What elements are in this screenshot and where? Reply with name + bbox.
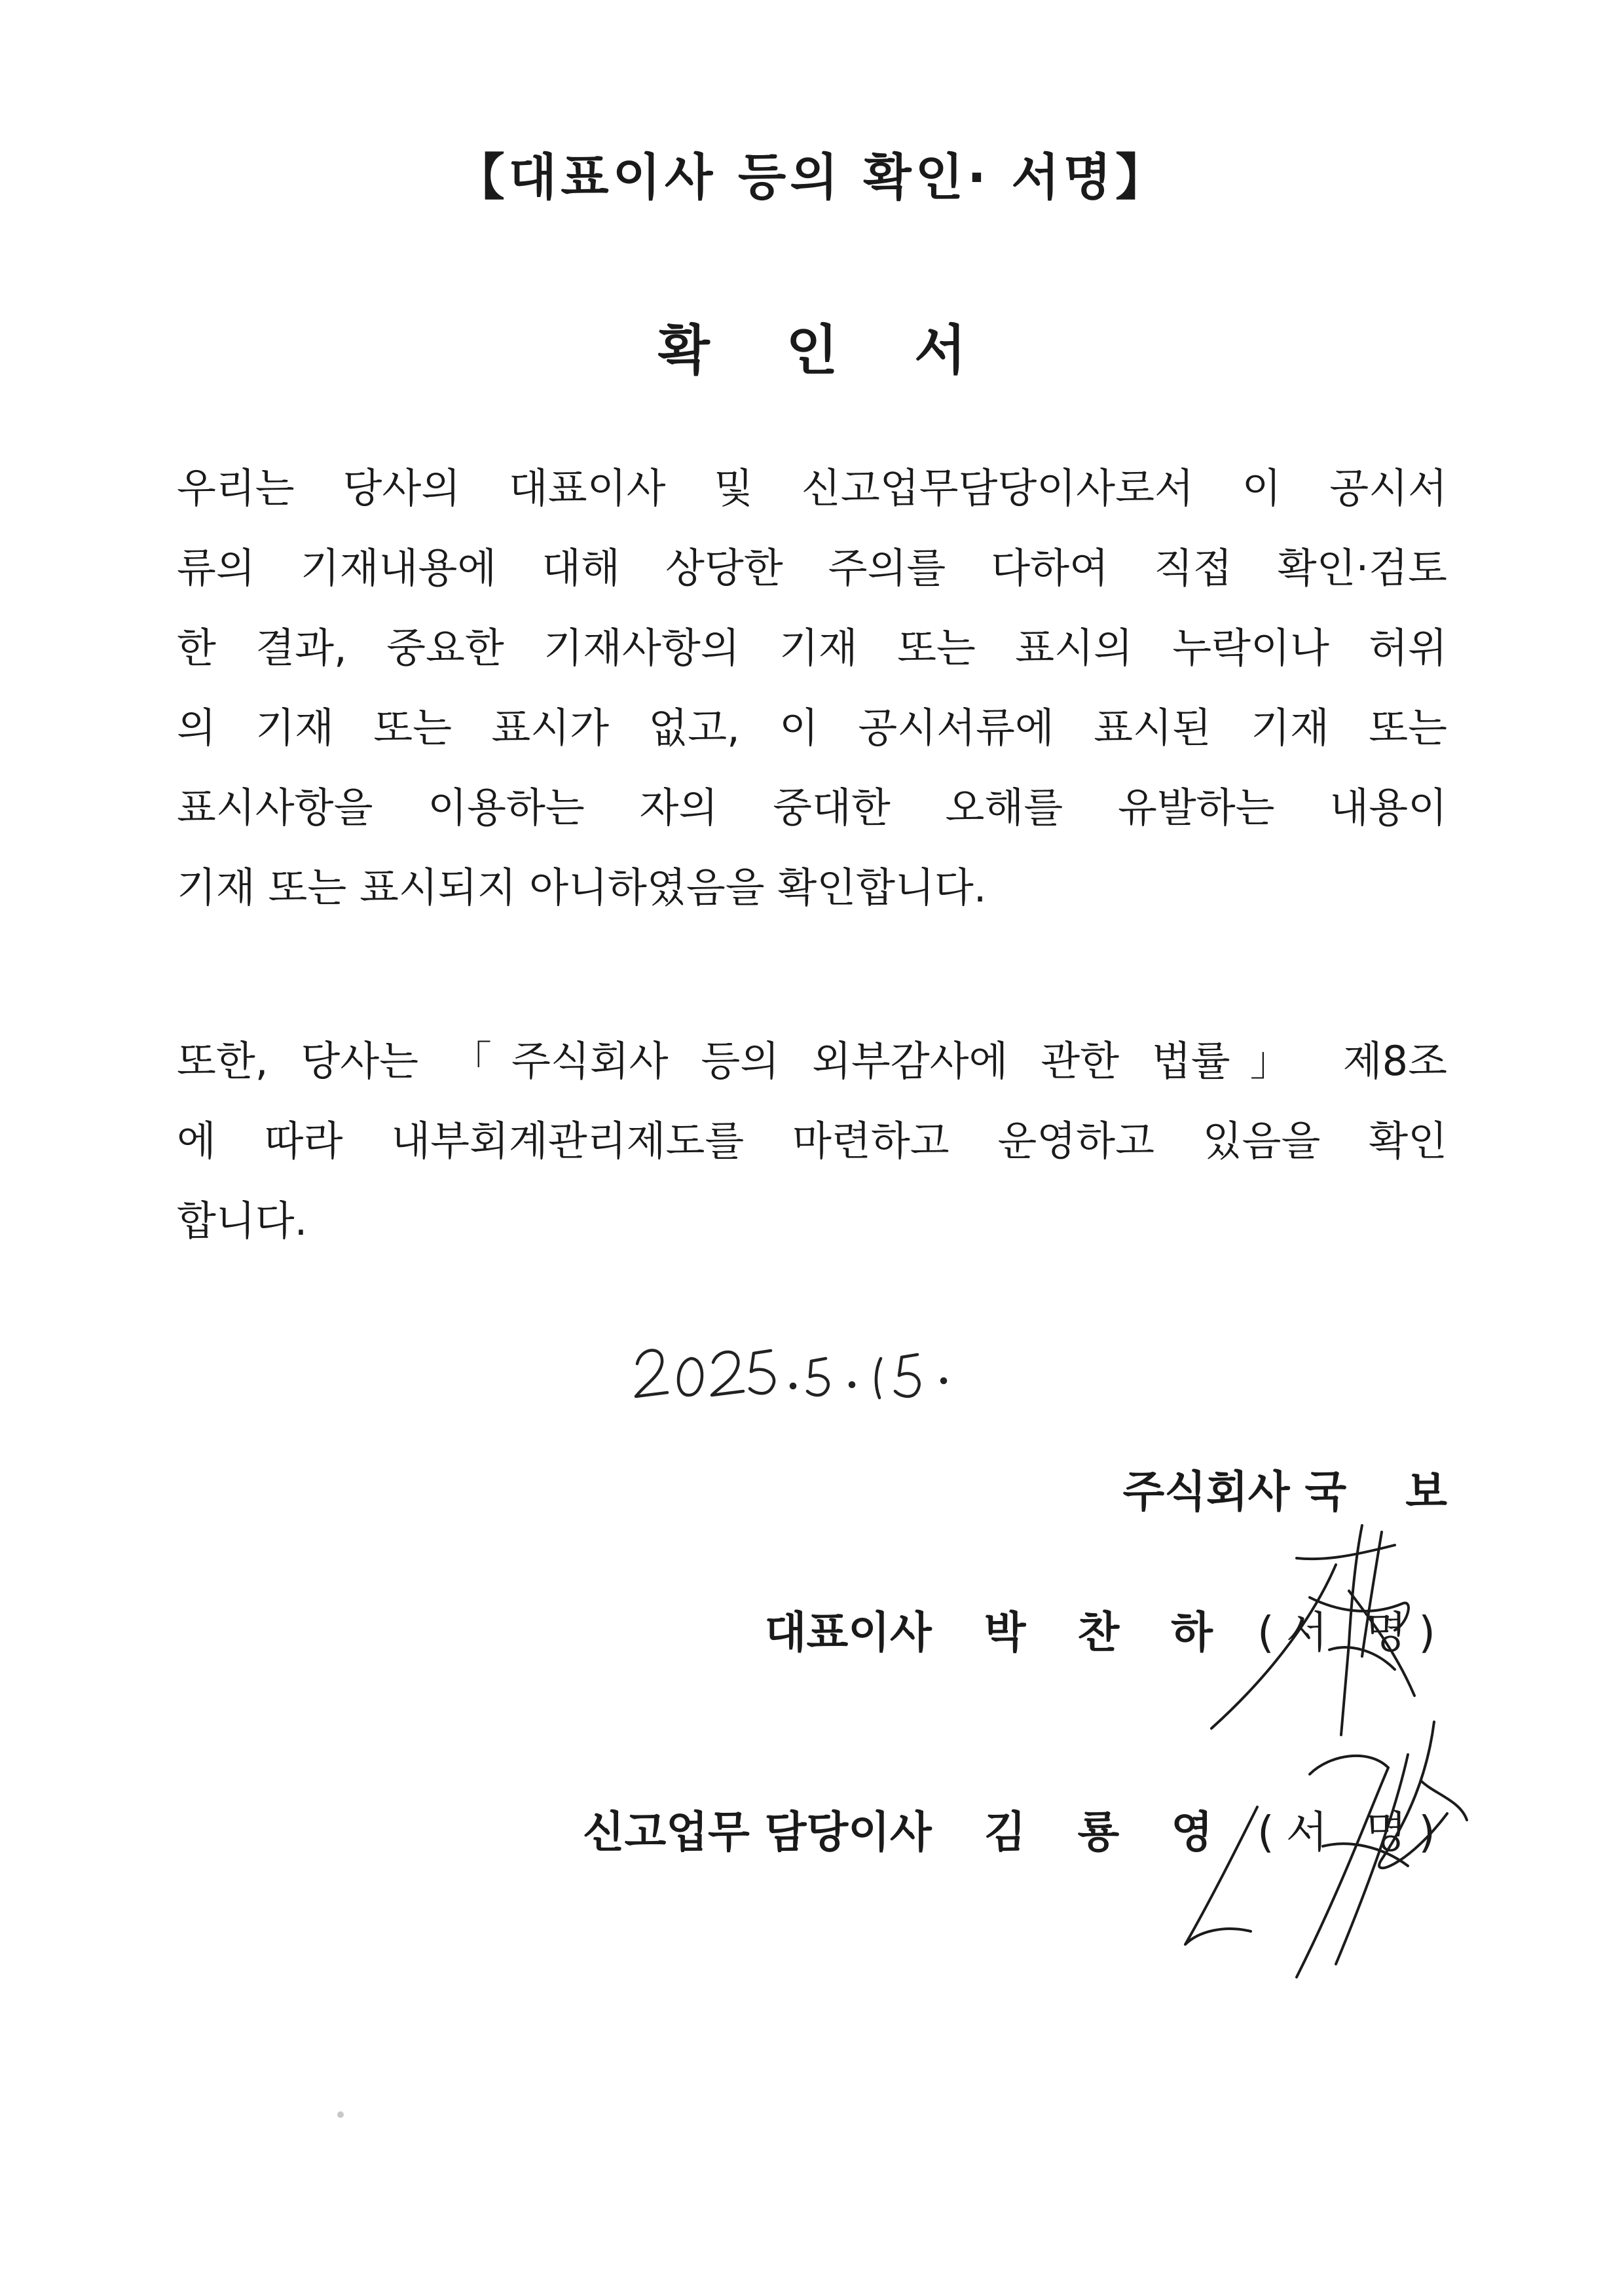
paragraph-line: 또한, 당사는 「주식회사 등의 외부감사에 관한 법률」 제8조 xyxy=(177,1037,1447,1085)
paragraph-line: 한 결과, 중요한 기재사항의 기재 또는 표시의 누락이나 허위 xyxy=(177,624,1447,672)
internal-control-paragraph xyxy=(177,1037,1447,1281)
paragraph-line: 류의 기재내용에 대해 상당한 주의를 다하여 직접 확인·검토 xyxy=(177,544,1447,592)
officer-seal-label: (서 명) xyxy=(1257,1807,1447,1857)
paragraph-line: 우리는 당사의 대표이사 및 신고업무담당이사로서 이 공시서 xyxy=(177,464,1447,512)
paragraph-line: 에 따라 내부회계관리제도를 마련하고 운영하고 있음을 확인 xyxy=(177,1117,1447,1165)
page-header: 【대표이사 등의 확인· 서명】 xyxy=(454,148,1170,206)
handwritten-date xyxy=(632,1313,986,1417)
company-name-char: 보 xyxy=(1405,1467,1447,1517)
company-prefix: 주식회사 xyxy=(1122,1467,1290,1517)
paragraph-line: 표시사항을 이용하는 자의 중대한 오해를 유발하는 내용이 xyxy=(177,784,1447,831)
paragraph-line: 기재 또는 표시되지 아니하였음을 확인합니다. xyxy=(177,864,987,911)
ceo-name: 박 찬 하 xyxy=(984,1607,1231,1658)
confirmation-paragraph xyxy=(177,464,1447,947)
scan-speck xyxy=(337,2111,344,2118)
officer-role: 신고업무 담당이사 xyxy=(582,1807,932,1857)
company-name-char: 국 xyxy=(1304,1467,1347,1517)
ceo-signature-row xyxy=(765,1597,1447,1660)
ceo-seal-label: (서 명) xyxy=(1257,1607,1447,1658)
company-name xyxy=(1122,1457,1447,1519)
document-title: 확 인 서 xyxy=(657,319,995,382)
ceo-role: 대표이사 xyxy=(764,1607,932,1658)
officer-signature-row xyxy=(583,1797,1447,1859)
officer-name: 김 룡 영 xyxy=(984,1807,1231,1857)
paragraph-line: 합니다. xyxy=(177,1197,308,1245)
paragraph-line: 의 기재 또는 표시가 없고, 이 공시서류에 표시된 기재 또는 xyxy=(177,704,1447,752)
